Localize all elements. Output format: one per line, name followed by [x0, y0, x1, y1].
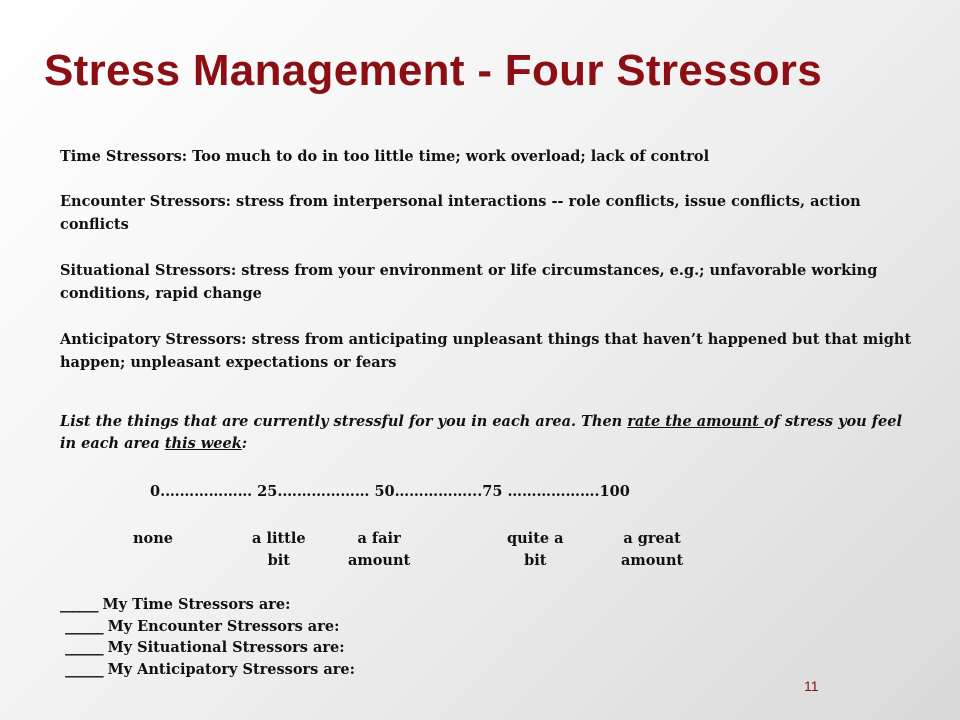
instructions-part1: List the things that are currently stressful for you in each area. Then	[60, 413, 628, 430]
scale-label-none-text: none	[133, 530, 173, 547]
instructions-part3: :	[241, 435, 248, 452]
slide-title: Stress Management - Four Stressors	[44, 46, 822, 95]
rating-blank[interactable]: ______	[65, 617, 103, 635]
scale-label-quite-a	[507, 528, 564, 572]
scale-label-a-fair-line1: a fair	[357, 530, 401, 547]
list-item-encounter-label: My Encounter Stressors are:	[102, 617, 340, 635]
encounter-stressors-text: Encounter Stressors: stress from interpersonal interactions -- role conflicts, issue conflicts, action conflicts	[60, 193, 861, 233]
scale-label-a-great-line1: a great	[623, 530, 681, 547]
scale-label-a-great	[621, 528, 683, 572]
page-number: 11	[804, 678, 819, 694]
scale-label-a-fair-line2: amount	[348, 552, 411, 569]
scale-label-none	[133, 528, 173, 550]
rating-blank[interactable]: ______	[65, 660, 103, 678]
scale-label-quite-a-line1: quite a	[507, 530, 564, 547]
my-stressors-list	[60, 594, 355, 680]
list-item-time	[60, 594, 355, 616]
instructions-part2: of stress you feel in each area	[60, 413, 902, 452]
rating-blank[interactable]: ______	[60, 596, 98, 613]
list-item-encounter	[60, 616, 355, 638]
list-item-anticipatory-label: My Anticipatory Stressors are:	[102, 660, 355, 678]
rating-scale-line: 0.……………… 25.……………… 50……………...75 ……………….100	[150, 483, 630, 500]
list-item-time-label: My Time Stressors are:	[97, 596, 291, 613]
list-item-situational	[60, 637, 355, 659]
scale-label-a-little	[252, 528, 306, 572]
situational-stressors-text: Situational Stressors: stress from your environment or life circumstances, e.g.; unfavorable working conditions, rapid change	[60, 262, 878, 302]
list-item-anticipatory	[60, 659, 355, 681]
scale-label-a-fair	[348, 528, 410, 572]
list-item-situational-label: My Situational Stressors are:	[102, 639, 345, 656]
scale-label-a-great-line2: amount	[621, 552, 684, 569]
rate-the-amount-text: rate the amount	[627, 413, 765, 430]
scale-label-a-little-line2: bit	[267, 552, 290, 569]
anticipatory-stressors-text: Anticipatory Stressors: stress from anticipating unpleasant things that haven’t happened but that might happen; unpleasant expectations or fears	[60, 331, 912, 371]
rating-blank[interactable]: ______	[65, 639, 103, 656]
scale-label-a-little-line1: a little	[252, 530, 306, 547]
rating-instructions	[60, 411, 920, 455]
scale-label-quite-a-line2: bit	[524, 552, 547, 569]
time-stressors-text: Time Stressors: Too much to do in too little time; work overload; lack of control	[60, 148, 710, 165]
this-week-text: this week	[164, 435, 242, 452]
